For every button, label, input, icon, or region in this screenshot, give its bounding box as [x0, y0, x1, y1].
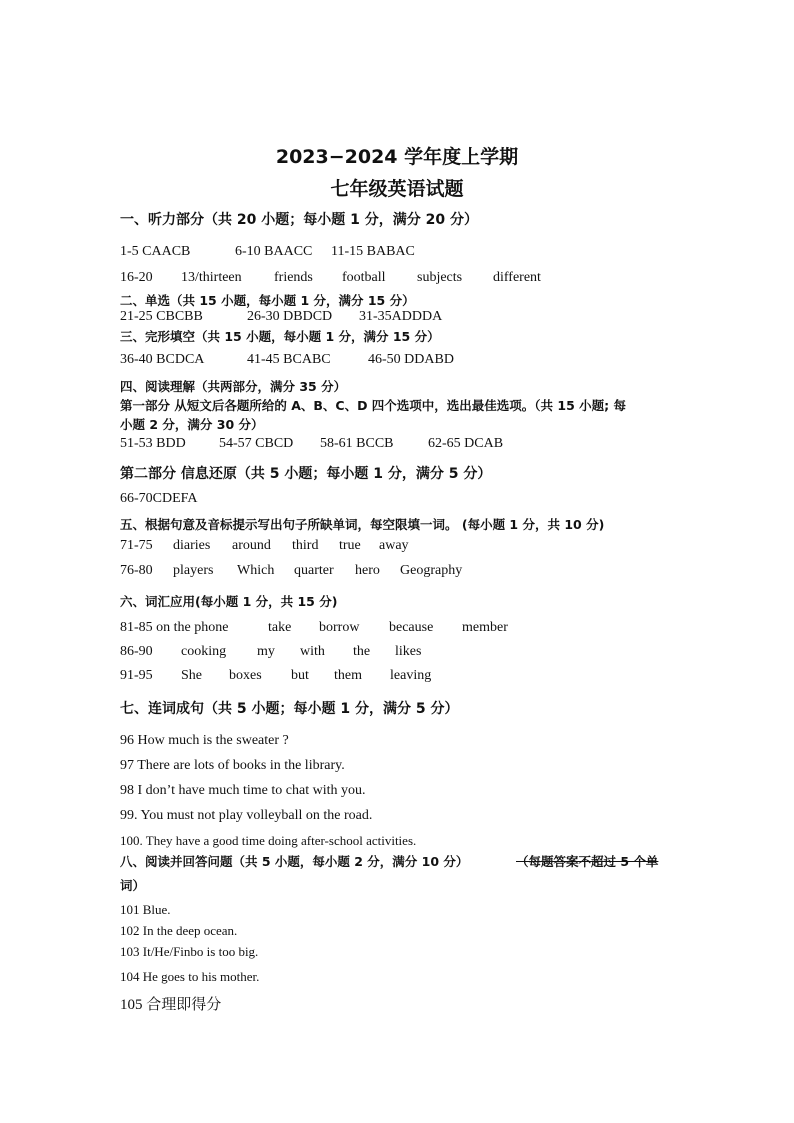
section-2-heading: 二、单选（共 15 小题，每小题 1 分，满分 15 分） — [120, 293, 415, 308]
answer-word: because — [389, 620, 434, 635]
section-5-row-1 — [120, 538, 409, 554]
section-1-row-2 — [120, 270, 541, 286]
answer-word: friends — [274, 270, 313, 285]
section-4-part-2-heading: 第二部分 信息还原（共 5 小题；每小题 1 分，满分 5 分） — [120, 466, 492, 482]
answer-word: away — [379, 538, 409, 553]
answer-group: 81-85 on the phone — [120, 620, 229, 635]
answer-group: 51-53 BDD — [120, 436, 186, 451]
section-7-heading: 七、连词成句（共 5 小题；每小题 1 分，满分 5 分） — [120, 701, 459, 717]
answer-word: 13/thirteen — [181, 270, 242, 285]
section-3-row-1 — [120, 352, 454, 368]
answer-word: players — [173, 563, 214, 578]
answer-word: the — [353, 644, 371, 659]
answer-group: 1-5 CAACB — [120, 244, 191, 259]
answer-99: 99. You must not play volleyball on the road. — [120, 808, 373, 823]
section-4-part-1-instruction-cont: 小题 2 分，满分 30 分） — [120, 417, 264, 432]
answer-word: member — [462, 620, 508, 635]
answer-group: 31-35ADDDA — [359, 309, 443, 324]
answer-98: 98 I don’t have much time to chat with you. — [120, 783, 366, 798]
page-subtitle: 七年级英语试题 — [330, 178, 464, 200]
answer-word: different — [493, 270, 541, 285]
section-8-note: （每题答案不超过 5 个单 — [516, 854, 659, 869]
answer-word: Which — [237, 563, 275, 578]
answer-word: Geography — [400, 563, 463, 578]
answer-word: She — [181, 668, 202, 683]
answer-group: 6-10 BAACC — [235, 244, 313, 259]
answer-group: 76-80 — [120, 563, 153, 578]
answer-word: but — [291, 668, 309, 683]
answer-101: 101 Blue. — [120, 902, 171, 917]
answer-group: 71-75 — [120, 538, 153, 553]
answer-word: quarter — [294, 563, 334, 578]
answer-word: third — [292, 538, 319, 553]
answer-group: 46-50 DDABD — [368, 352, 454, 367]
section-6-heading: 六、词汇应用(每小题 1 分，共 15 分) — [120, 594, 338, 609]
answer-word: with — [300, 644, 325, 659]
section-5-row-2 — [120, 563, 462, 579]
section-5-heading: 五、根据句意及音标提示写出句子所缺单词，每空限填一词。 (每小题 1 分，共 10 分) — [120, 517, 605, 532]
answer-group: 36-40 BCDCA — [120, 352, 205, 367]
section-4-row-1 — [120, 436, 503, 452]
section-1-row-1 — [120, 244, 415, 260]
answer-group: 62-65 DCAB — [428, 436, 504, 451]
answer-group: 16-20 — [120, 270, 153, 285]
answer-word: football — [342, 270, 386, 285]
answer-102: 102 In the deep ocean. — [120, 923, 238, 938]
answer-word: around — [232, 538, 271, 553]
answer-word: leaving — [390, 668, 432, 683]
answer-100: 100. They have a good time doing after-school activities. — [120, 833, 417, 848]
answer-group: 91-95 — [120, 668, 153, 683]
answer-97: 97 There are lots of books in the library. — [120, 758, 345, 773]
answer-word: them — [334, 668, 362, 683]
answer-word: subjects — [417, 270, 463, 285]
answer-group: 26-30 DBDCD — [247, 309, 333, 324]
section-8-note-cont: 词） — [120, 878, 146, 893]
section-6-row-1 — [120, 620, 508, 636]
section-4-row-2: 66-70CDEFA — [120, 491, 198, 506]
answer-group: 41-45 BCABC — [247, 352, 331, 367]
answer-word: true — [339, 538, 361, 553]
answer-word: my — [257, 644, 275, 659]
section-2-row-1 — [120, 309, 442, 325]
section-6-row-3 — [120, 668, 431, 684]
answer-103: 103 It/He/Finbo is too big. — [120, 944, 259, 959]
answer-group: 86-90 — [120, 644, 153, 659]
section-8-heading: 八、阅读并回答问题（共 5 小题，每小题 2 分，满分 10 分） — [120, 854, 469, 869]
answer-105: 105 合理即得分 — [120, 997, 222, 1013]
page-title: 2023−2024 学年度上学期 — [275, 146, 519, 168]
answer-word: borrow — [319, 620, 360, 635]
answer-group: 21-25 CBCBB — [120, 309, 203, 324]
answer-group: 54-57 CBCD — [219, 436, 294, 451]
section-3-heading: 三、完形填空（共 15 小题，每小题 1 分，满分 15 分） — [120, 329, 440, 344]
section-6-row-2 — [120, 644, 421, 660]
answer-group: 11-15 BABAC — [331, 244, 415, 259]
answer-word: take — [268, 620, 292, 635]
section-4-heading: 四、阅读理解（共两部分，满分 35 分） — [120, 379, 347, 394]
answer-word: hero — [355, 563, 380, 578]
answer-word: cooking — [181, 644, 227, 659]
section-4-part-1-instruction: 第一部分 从短文后各题所给的 A、B、C、D 四个选项中，选出最佳选项。（共 15 小题; 每 — [120, 398, 627, 413]
answer-104: 104 He goes to his mother. — [120, 969, 260, 984]
answer-group: 58-61 BCCB — [320, 436, 394, 451]
answer-word: likes — [395, 644, 422, 659]
answer-word: diaries — [173, 538, 211, 553]
answer-96: 96 How much is the sweater ? — [120, 733, 289, 748]
answer-word: boxes — [229, 668, 262, 683]
section-1-heading: 一、听力部分（共 20 小题；每小题 1 分，满分 20 分） — [120, 212, 478, 228]
